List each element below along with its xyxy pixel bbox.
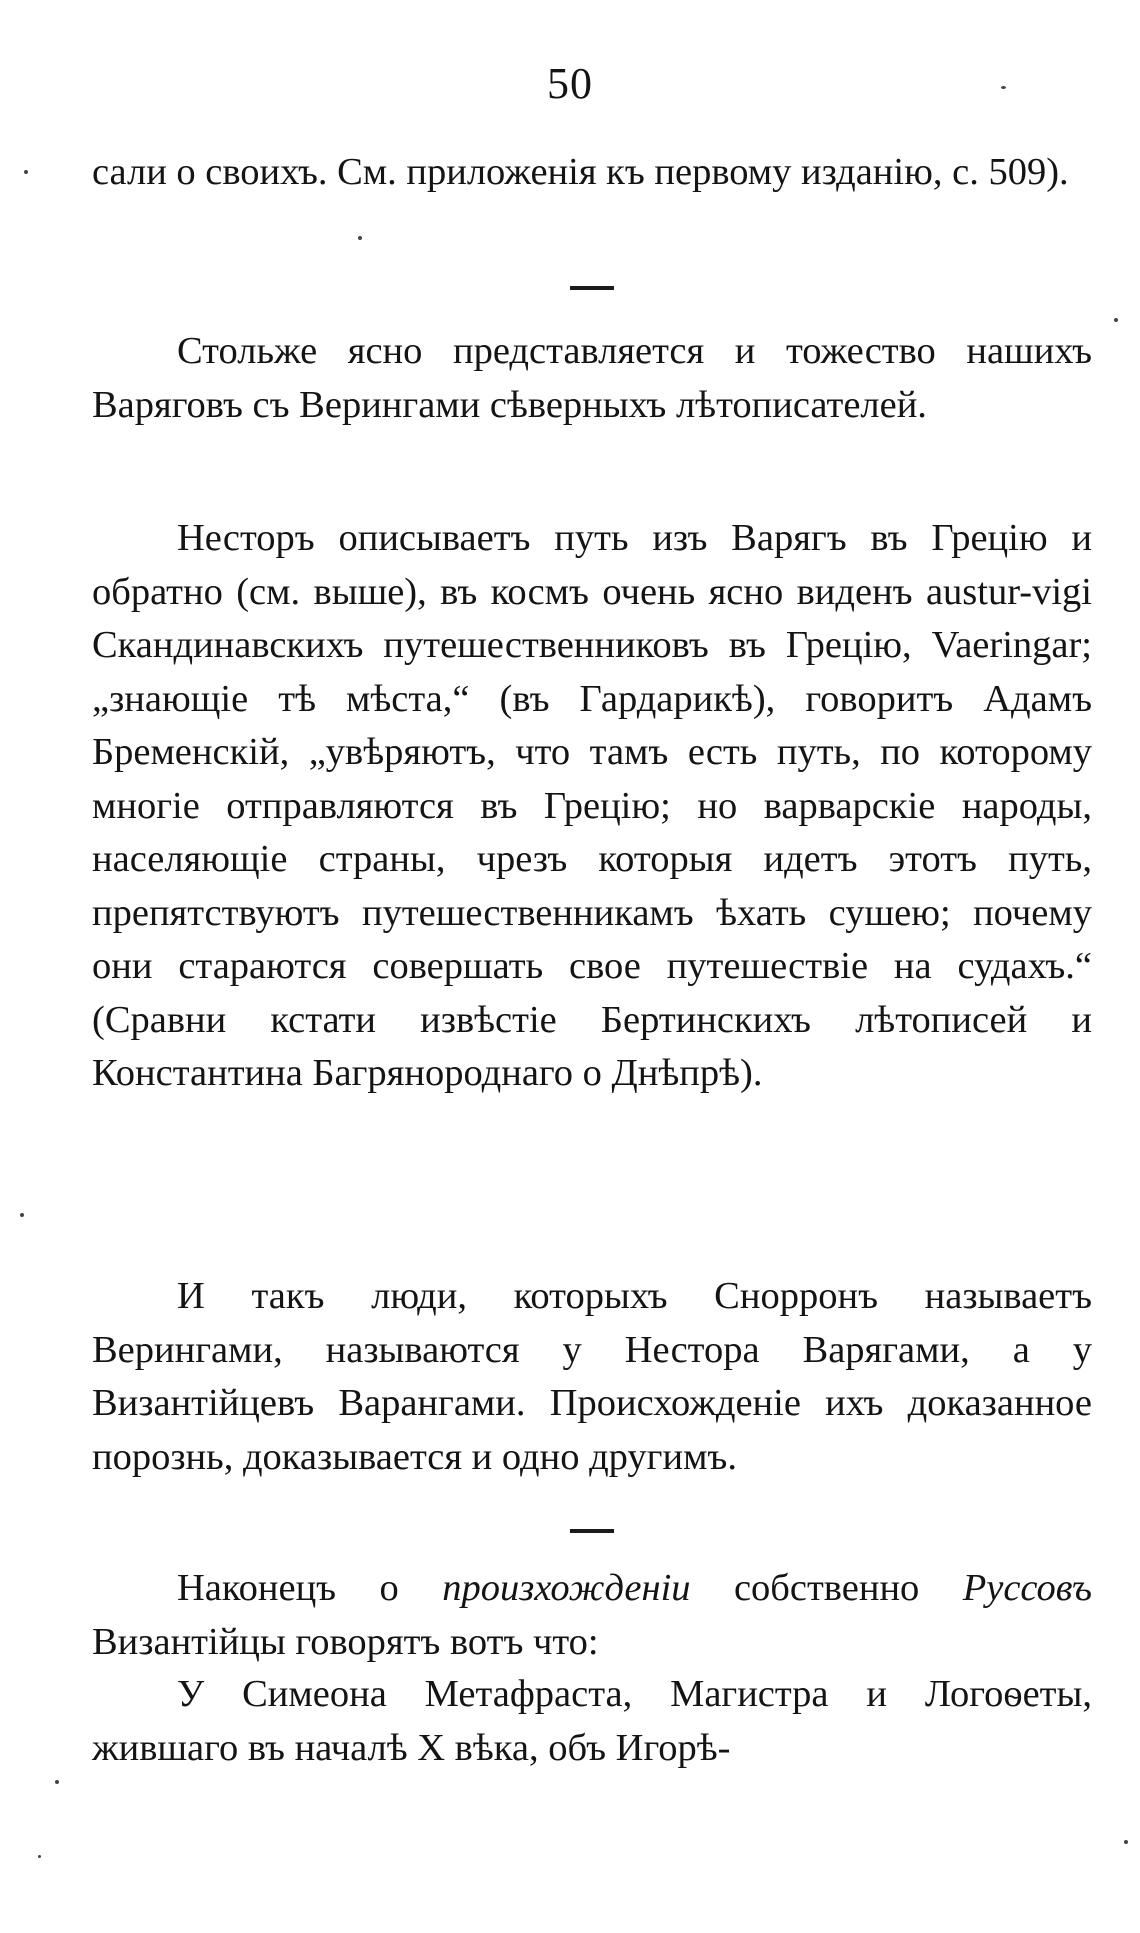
scan-speck [1001, 86, 1006, 89]
emphasis-russes: Руссовъ [962, 1567, 1092, 1609]
paragraph-5 [92, 1562, 1092, 1669]
paragraph-3-text: Несторъ описываетъ путь изъ Варягъ въ Грецію и обратно (см. выше), въ космъ очень ясно виденъ austur-vigi Скандинавскихъ путешественниковъ въ Грецію, Vaeringar; „знающіе тѣ мѣста,“ (въ Гардарикѣ), говоритъ Адамъ Бременскій, „увѣряютъ, что тамъ есть путь, по которому многіе отправляются въ Грецію; но варварскіе народы, населяющіе страны, чрезъ которыя идетъ этотъ путь, препятствуютъ путешественникамъ ѣхать сушею; почему они стараются совершать свое путешествіе на судахъ.“ (Сравни кстати извѣстіе Бертинскихъ лѣтописей и Константина Багрянороднаго о Днѣпрѣ). [92, 517, 1092, 1094]
paragraph-2-text: Стольже ясно представляется и тожество нашихъ Варяговъ съ Верингами сѣверныхъ лѣтописателей. [92, 330, 1092, 426]
paragraph-6 [92, 1668, 1092, 1775]
paragraph-5-text [92, 1562, 1092, 1669]
paragraph-5-part-b: собственно [690, 1567, 963, 1609]
section-divider-2 [570, 1529, 614, 1533]
scan-speck [38, 1855, 41, 1858]
paragraph-3 [92, 512, 1092, 1101]
paragraph-4 [92, 1270, 1092, 1484]
scan-speck [1124, 1840, 1128, 1844]
paragraph-1 [92, 146, 1092, 200]
paragraph-6-text: У Симеона Метафраста, Магистра и Логоѳеты, жившаго въ началѣ X вѣка, объ Игорѣ- [92, 1673, 1092, 1769]
scan-speck [1114, 318, 1118, 322]
scan-speck [20, 1213, 24, 1217]
scan-speck [358, 236, 362, 240]
scan-speck [24, 170, 28, 174]
paragraph-4-text: И такъ люди, которыхъ Снорронъ называетъ Верингами, называются у Нестора Варягами, а у Византійцевъ Варангами. Происхожденіе ихъ доказанное порознь, доказывается и одно другимъ. [92, 1275, 1092, 1478]
scan-speck [55, 1780, 59, 1784]
section-divider-1 [570, 286, 614, 290]
paragraph-5-part-a: Наконецъ о [177, 1567, 443, 1609]
page-number: 50 [547, 59, 593, 108]
paragraph-2 [92, 325, 1092, 432]
paragraph-1-text: сали о своихъ. См. приложенія къ первому изданію, с. 509). [92, 151, 1069, 193]
paragraph-5-part-c: Византійцы говорятъ вотъ что: [92, 1620, 599, 1663]
emphasis-origin: произхожденіи [442, 1567, 691, 1609]
